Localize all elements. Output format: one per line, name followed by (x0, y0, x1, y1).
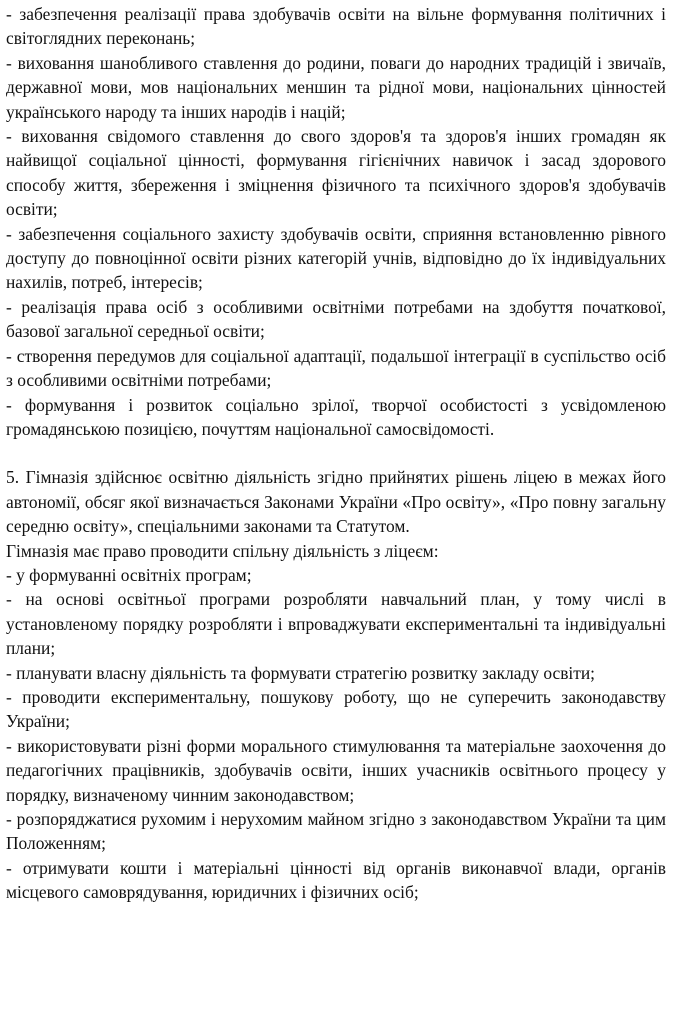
paragraph-gap (6, 441, 666, 465)
goal-item: - реалізація права осіб з особливими освітніми потребами на здобуття початкової, базової загальної середньої освіти; (6, 296, 666, 342)
right-item: - отримувати кошти і матеріальні цінності від органів виконавчої влади, органів місцевого самоврядування, юридичних і фізичних осіб; (6, 857, 666, 903)
right-item: - на основі освітньої програми розробляти навчальний план, у тому числі в установленому порядку розробляти і впроваджувати експериментальні та індивідуальні плани; (6, 589, 666, 659)
right-item: - у формуванні освітніх програм; (6, 564, 252, 585)
goal-item: - забезпечення реалізації права здобувачів освіти на вільне формування політичних і світоглядних переконань; (6, 4, 666, 49)
goal-item: - створення передумов для соціальної адаптації, подальшої інтеграції в суспільство осіб з особливими освітніми потребами; (6, 345, 666, 391)
goal-item: - забезпечення соціального захисту здобувачів освіти, сприяння встановленню рівного доступу до повноцінної освіти різних категорій учнів, відповідно до їх індивідуальних нахилів, потреб, інтересів; (6, 223, 666, 293)
right-item: - розпоряджатися рухомим і нерухомим майном згідно з законодавством України та цим Положенням; (6, 809, 666, 854)
right-item: - використовувати різні форми морального стимулювання та матеріальне заохочення до педагогічних працівників, здобувачів освіти, інших учасників освітнього процесу у порядку, визначеному чинним законодавством; (6, 735, 666, 805)
goal-item: - виховання шанобливого ставлення до родини, поваги до народних традицій і звичаїв, державної мови, мов національних меншин та рідної мови, національних цінностей українського народу та інших народів і націй; (6, 52, 666, 122)
goal-item: - виховання свідомого ставлення до свого здоров'я та здоров'я інших громадян як найвищої соціальної цінності, формування гігієнічних навичок і засад здорового способу життя, збереження і зміцнення фізичного та психічного здоров'я здобувачів освіти; (6, 126, 666, 220)
rights-list (6, 563, 666, 905)
right-item: - проводити експериментальну, пошукову роботу, що не суперечить законодавству України; (6, 686, 666, 732)
goals-list (6, 2, 666, 441)
section-5-intro: Гімназія має право проводити спільну діяльність з ліцеєм: (6, 540, 439, 561)
section-5 (6, 465, 666, 904)
right-item: - планувати власну діяльність та формувати стратегію розвитку закладу освіти; (6, 662, 595, 683)
goal-item: - формування і розвиток соціально зрілої, творчої особистості з усвідомленою громадянською позицією, почуттям національної самосвідомості. (6, 394, 666, 439)
section-5-paragraph: 5. Гімназія здійснює освітню діяльність згідно прийнятих рішень ліцею в межах його автономії, обсяг якої визначається Законами України «Про освіту», «Про повну загальну середню освіту», спеціальними законами та Статутом. (6, 467, 666, 537)
